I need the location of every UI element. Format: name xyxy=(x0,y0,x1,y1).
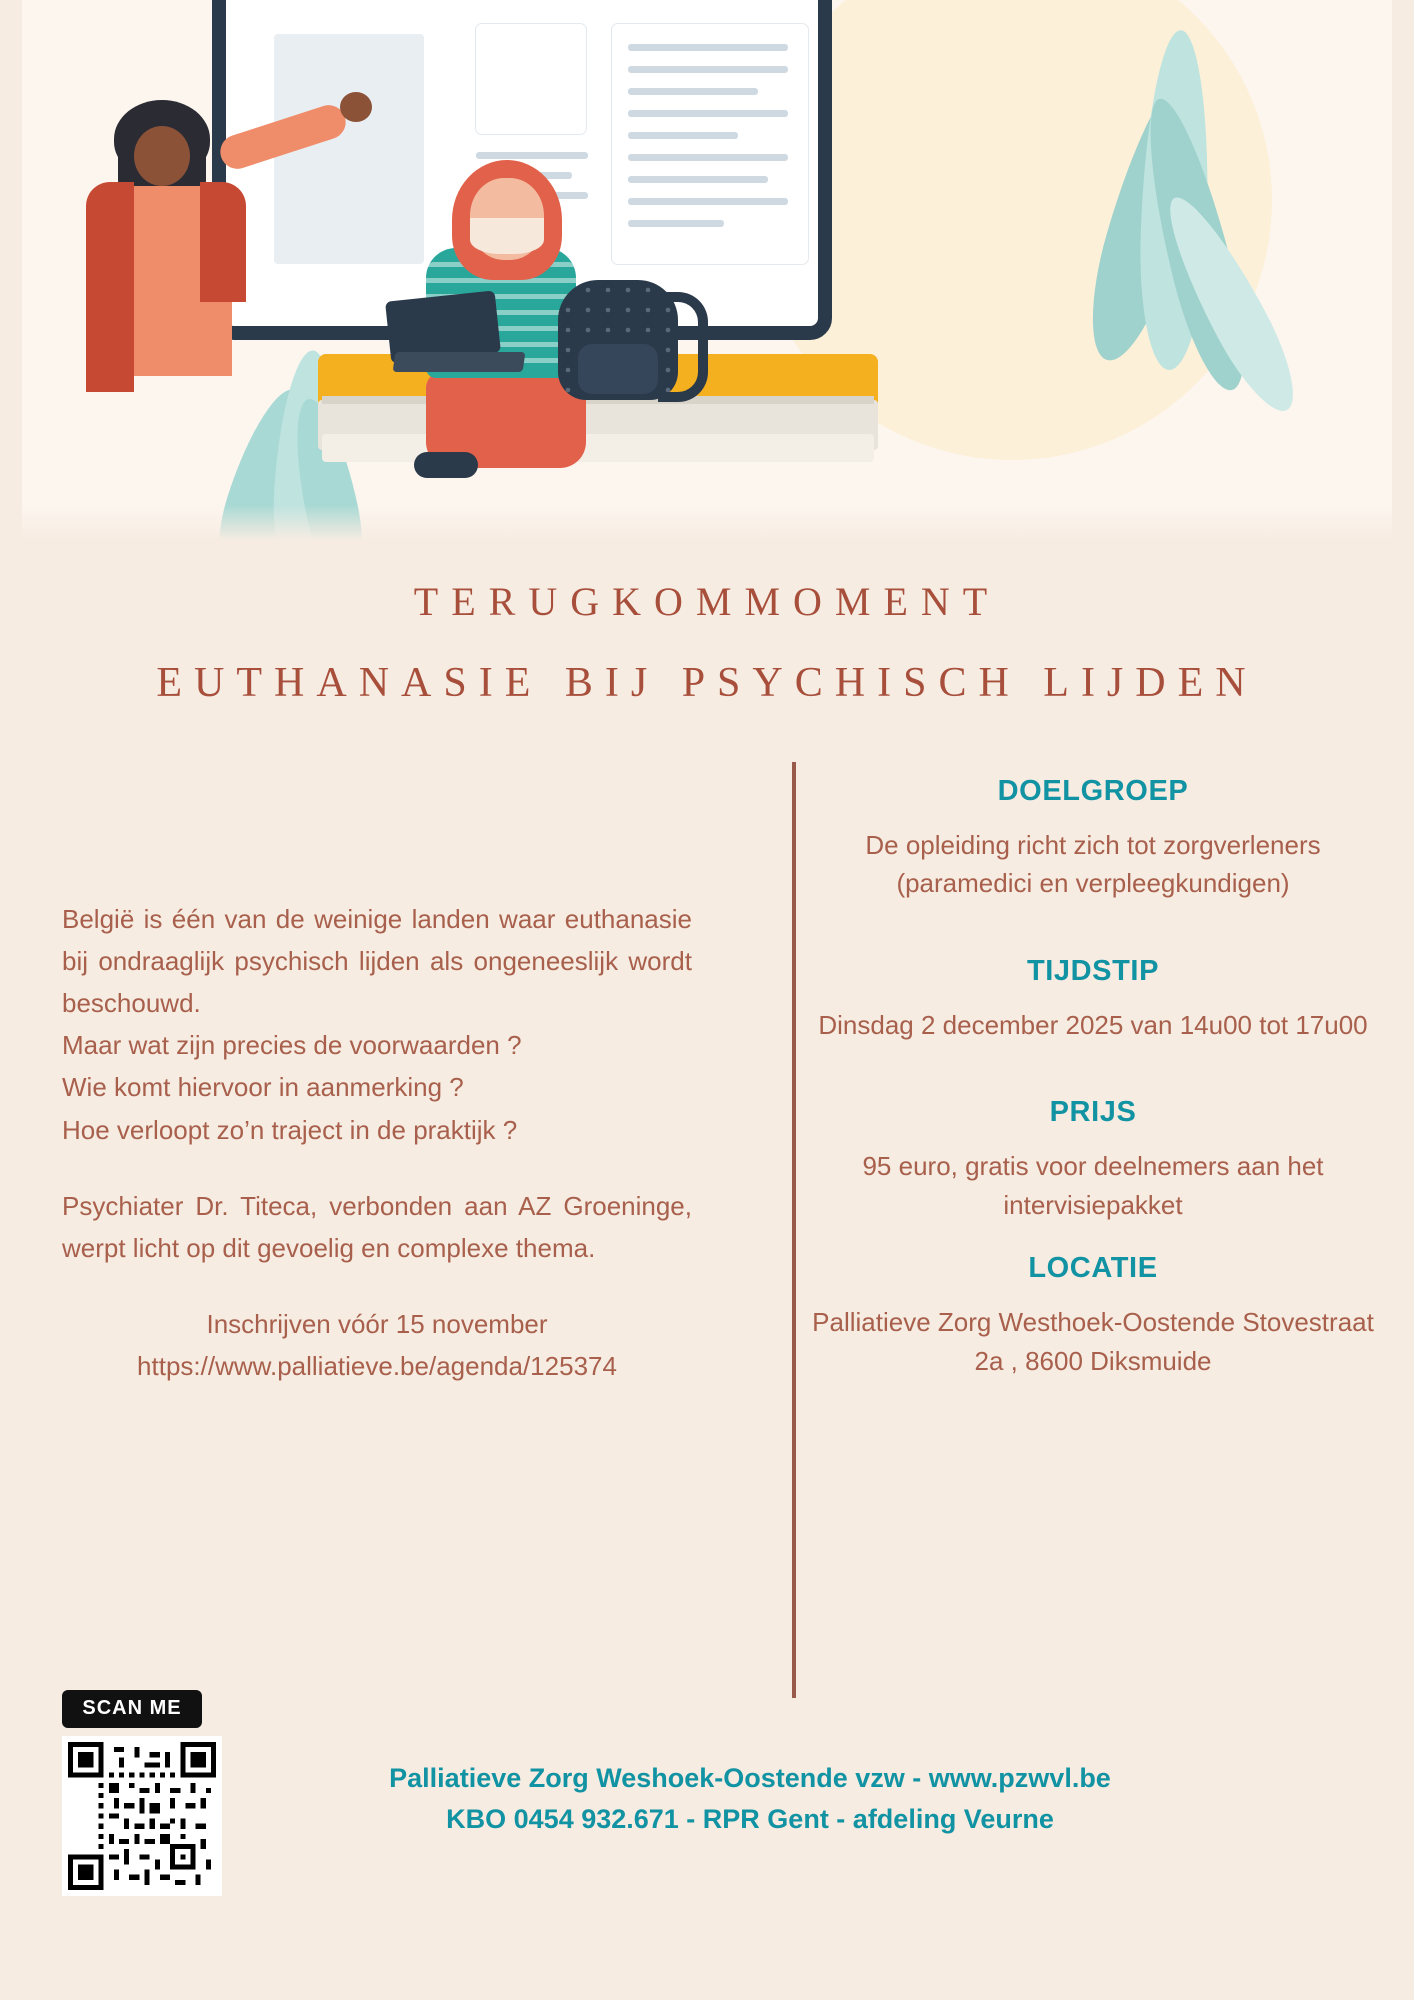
prijs-heading: PRIJS xyxy=(1049,1096,1137,1129)
title-line-1: TERUGKOMMOMENT xyxy=(413,579,1001,624)
intro-paragraph: België is één van de weinige landen waar euthanasie bij ondraaglijk psychisch lijden als ongeneeslijk wordt beschouwd. xyxy=(62,904,692,1019)
question-1: Maar wat zijn precies de voorwaarden ? xyxy=(62,1030,522,1061)
question-3: Hoe verloopt zo’n traject in de praktijk ? xyxy=(62,1114,518,1145)
doelgroep-heading: DOELGROEP xyxy=(997,775,1189,807)
backpack-pocket xyxy=(578,344,658,394)
hero-fade-overlay xyxy=(22,505,1392,545)
laptop-base xyxy=(393,352,526,372)
spacer xyxy=(800,903,1386,955)
signup-url[interactable]: https://www.palliatieve.be/agenda/125374 xyxy=(137,1350,617,1381)
presenter-coat-left xyxy=(86,182,134,392)
right-info-column xyxy=(800,775,1386,1380)
tijdstip-text: Dinsdag 2 december 2025 van 14u00 tot 17u00 xyxy=(818,1009,1368,1040)
qr-code-icon[interactable] xyxy=(62,1736,222,1896)
question-2: Wie komt hiervoor in aanmerking ? xyxy=(62,1072,464,1103)
prijs-text: 95 euro, gratis voor deelnemers aan het intervisiepakket xyxy=(862,1151,1324,1220)
qr-code-block[interactable] xyxy=(62,1690,232,1896)
speaker-paragraph: Psychiater Dr. Titeca, verbonden aan AZ Groeninge, werpt licht op dit gevoelig en complexe thema. xyxy=(62,1190,692,1263)
footer-contact xyxy=(250,1758,1250,1839)
spacer xyxy=(800,1044,1386,1096)
spacer xyxy=(62,1151,692,1185)
page-title xyxy=(0,578,1414,707)
locatie-heading: LOCATIE xyxy=(1028,1252,1158,1285)
spacer xyxy=(800,1224,1386,1252)
scan-me-badge: SCAN ME xyxy=(62,1690,202,1728)
left-text-column xyxy=(62,898,692,1387)
student-shoe xyxy=(414,452,478,478)
tijdstip-heading: TIJDSTIP xyxy=(1026,954,1160,987)
presenter-coat-right xyxy=(200,182,246,302)
presenter-face xyxy=(134,126,190,186)
backpack-strap xyxy=(658,292,708,402)
presenter-hand xyxy=(340,92,372,122)
hero-illustration xyxy=(22,0,1392,545)
student-face-mask xyxy=(470,218,544,254)
column-divider xyxy=(792,762,796,1698)
spacer xyxy=(62,1269,692,1303)
footer-line-2: KBO 0454 932.671 - RPR Gent - afdeling Veurne xyxy=(446,1803,1054,1834)
book-lower-page xyxy=(322,434,874,462)
doelgroep-text: De opleiding richt zich tot zorgverleners (paramedici en verpleegkundigen) xyxy=(865,830,1321,899)
footer-line-1: Palliatieve Zorg Weshoek-Oostende vzw - www.pzwvl.be xyxy=(389,1763,1111,1793)
signup-deadline: Inschrijven vóór 15 november xyxy=(206,1308,548,1339)
locatie-text: Palliatieve Zorg Westhoek-Oostende Stovestraat 2a , 8600 Diksmuide xyxy=(812,1307,1374,1376)
title-line-2: EUTHANASIE BIJ PSYCHISCH LIJDEN xyxy=(156,660,1258,706)
